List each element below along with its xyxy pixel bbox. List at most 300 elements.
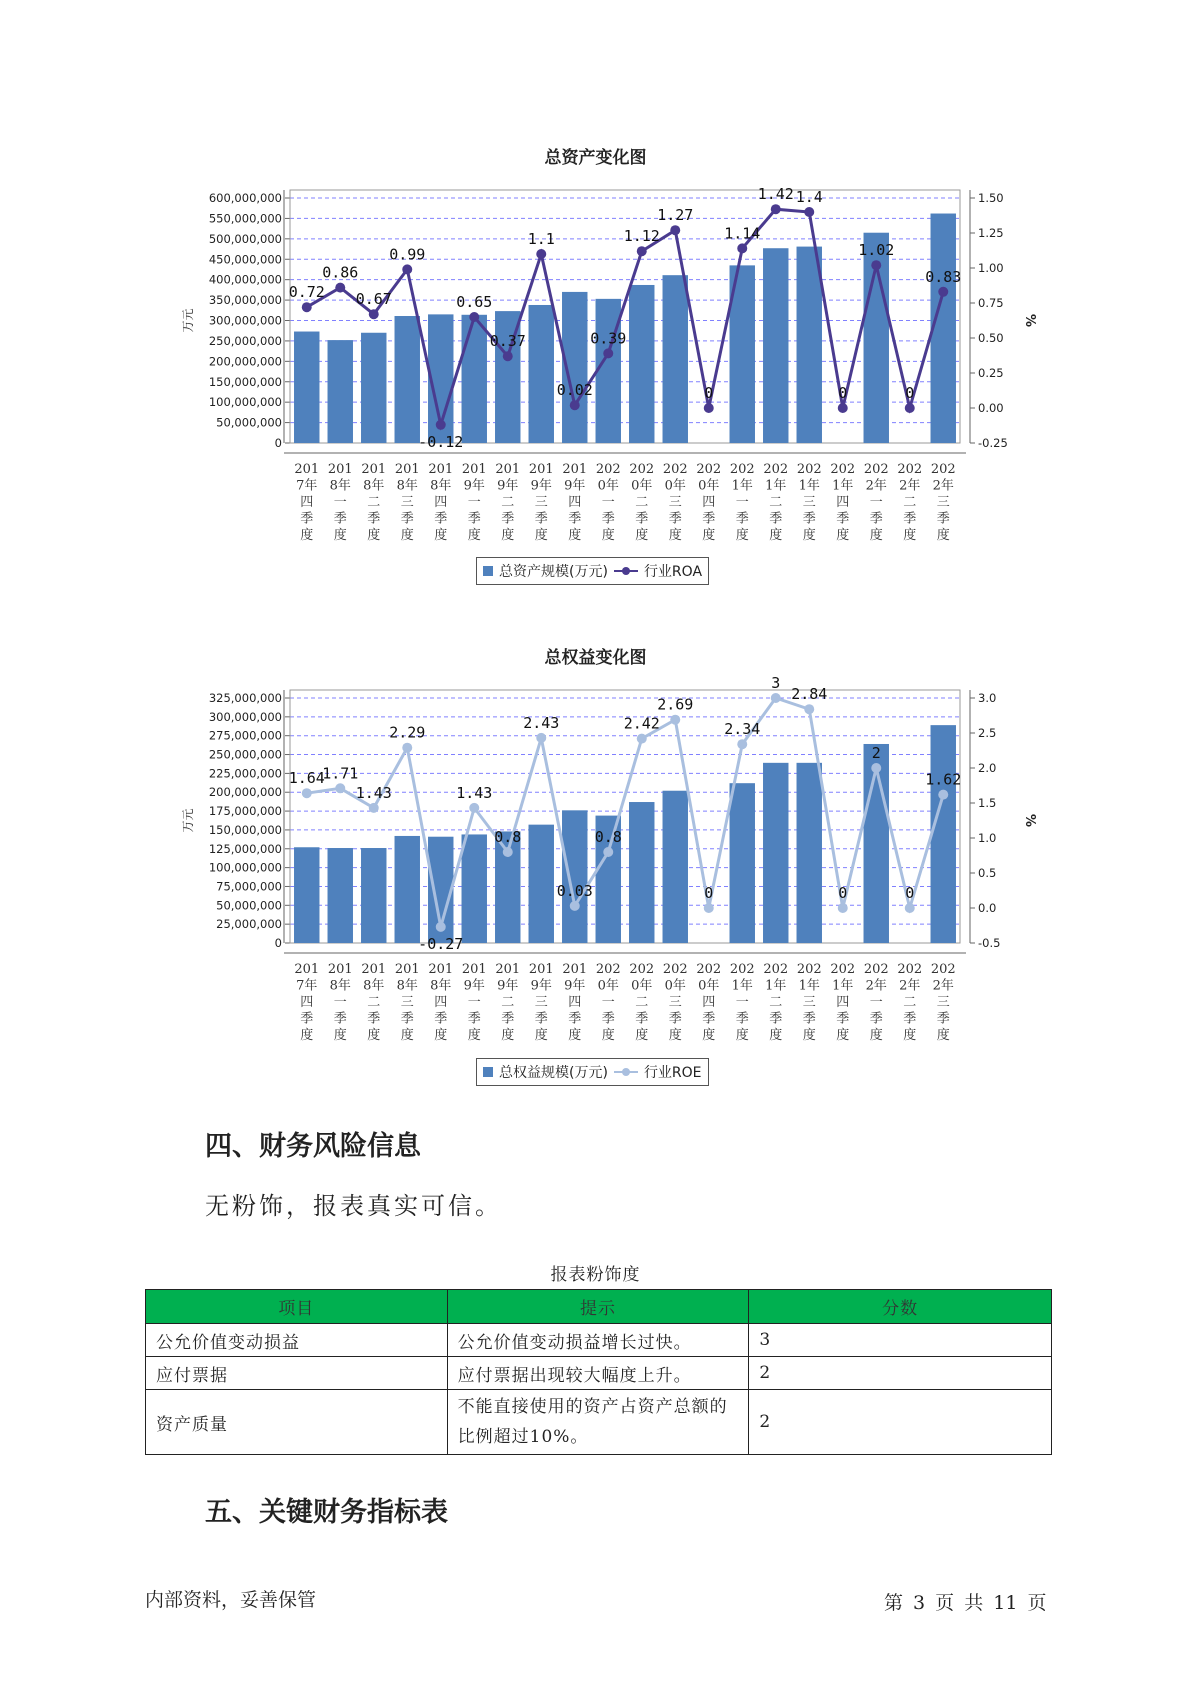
- x-tick-label: 季: [735, 1011, 749, 1027]
- x-tick-label: 9年: [564, 978, 586, 994]
- x-tick-label: 季: [769, 1011, 783, 1027]
- x-tick-label: 季: [802, 511, 816, 527]
- x-tick-label: 四: [568, 495, 582, 510]
- data-label: 0: [704, 884, 714, 902]
- x-tick-label: 度: [802, 1028, 816, 1043]
- cell-hint: 不能直接使用的资产占资产总额的比例超过10%。: [447, 1390, 749, 1455]
- left-tick-label: 225,000,000: [208, 766, 282, 781]
- x-tick-label: 度: [769, 1028, 783, 1043]
- x-tick-label: 1年: [731, 978, 753, 994]
- x-tick-label: 2年: [932, 978, 954, 994]
- data-label: 0.8: [594, 828, 622, 846]
- bar: [931, 214, 956, 443]
- data-label: 0.8: [494, 828, 522, 846]
- data-label: 0.83: [925, 267, 962, 286]
- x-tick-label: 四: [300, 495, 314, 510]
- x-tick-label: 度: [903, 528, 917, 543]
- x-tick-label: 202: [595, 462, 621, 477]
- x-tick-label: 度: [501, 528, 515, 543]
- x-tick-label: 季: [467, 511, 481, 527]
- x-tick-label: 季: [702, 511, 716, 527]
- x-tick-label: 季: [668, 1011, 682, 1027]
- left-tick-label: 50,000,000: [216, 415, 282, 430]
- bar: [328, 340, 353, 443]
- right-tick-label: -0.25: [978, 436, 1008, 450]
- left-tick-label: 100,000,000: [208, 860, 282, 875]
- x-tick-label: 201: [461, 462, 487, 477]
- right-tick-label: 3.0: [978, 691, 997, 705]
- x-tick-label: 一: [601, 495, 615, 510]
- line-point: [670, 715, 680, 725]
- x-tick-label: 201: [428, 462, 454, 477]
- legend-line-swatch: [614, 566, 638, 576]
- data-label: 2.69: [657, 695, 694, 714]
- x-tick-label: 1年: [765, 978, 787, 994]
- left-tick-label: 200,000,000: [208, 354, 282, 369]
- x-tick-label: 二: [903, 995, 917, 1010]
- equity-legend: [476, 1058, 709, 1086]
- x-tick-label: 202: [930, 462, 956, 477]
- x-tick-label: 季: [434, 1011, 448, 1027]
- data-label: 2.84: [791, 685, 828, 704]
- x-tick-label: 度: [836, 528, 850, 543]
- bar: [797, 763, 822, 943]
- x-tick-label: 202: [796, 462, 822, 477]
- x-tick-label: 202: [696, 462, 722, 477]
- cell-score: 2: [749, 1390, 1052, 1455]
- x-tick-label: 202: [763, 962, 789, 977]
- data-label: 2.42: [623, 714, 660, 733]
- x-tick-label: 度: [869, 528, 883, 543]
- legend-bar-swatch: [483, 566, 493, 576]
- line-point: [402, 264, 412, 274]
- x-tick-label: 8年: [396, 978, 418, 994]
- left-tick-label: 100,000,000: [208, 395, 282, 410]
- x-tick-label: 季: [869, 1011, 883, 1027]
- right-tick-label: 0.25: [978, 366, 1004, 380]
- line-point: [469, 312, 479, 322]
- data-label: 3: [771, 674, 781, 692]
- x-tick-label: 202: [796, 962, 822, 977]
- header-score: 分数: [749, 1290, 1052, 1324]
- data-label: 1.12: [623, 227, 660, 246]
- legend-line-label: 行业ROA: [643, 564, 703, 580]
- x-tick-label: 度: [735, 1028, 749, 1043]
- x-tick-label: 9年: [463, 478, 485, 494]
- data-label: 0: [905, 884, 915, 902]
- x-tick-label: 201: [394, 462, 420, 477]
- x-tick-label: 0年: [597, 478, 619, 494]
- data-label: 0: [704, 384, 714, 402]
- x-tick-label: 季: [434, 511, 448, 527]
- left-tick-label: 550,000,000: [208, 211, 282, 226]
- x-tick-label: 0年: [698, 978, 720, 994]
- x-tick-label: 度: [635, 528, 649, 543]
- x-tick-label: 2年: [899, 478, 921, 494]
- x-tick-label: 8年: [430, 478, 452, 494]
- bar: [663, 275, 688, 443]
- x-tick-label: 一: [869, 495, 883, 510]
- x-tick-label: 季: [367, 511, 381, 527]
- x-tick-label: 9年: [497, 978, 519, 994]
- x-tick-label: 一: [869, 995, 883, 1010]
- x-tick-label: 度: [367, 1028, 381, 1043]
- x-tick-label: 201: [428, 962, 454, 977]
- line-point: [570, 901, 580, 911]
- x-tick-label: 8年: [329, 478, 351, 494]
- legend-bar-label: 总权益规模(万元): [499, 1065, 608, 1081]
- x-tick-label: 201: [562, 462, 588, 477]
- x-tick-label: 度: [735, 528, 749, 543]
- right-axis-title: %: [1022, 813, 1037, 828]
- x-tick-label: 202: [863, 962, 889, 977]
- x-tick-label: 季: [635, 511, 649, 527]
- left-tick-label: 175,000,000: [208, 804, 282, 819]
- right-tick-label: 0.5: [978, 866, 997, 880]
- table-row: [146, 1324, 1052, 1357]
- left-axis-title: 万元: [181, 308, 195, 333]
- left-tick-label: 150,000,000: [208, 374, 282, 389]
- bar: [361, 333, 386, 443]
- data-label: 2.29: [389, 723, 426, 742]
- line-point: [302, 788, 312, 798]
- x-tick-label: 季: [668, 511, 682, 527]
- left-tick-label: 50,000,000: [216, 898, 282, 913]
- x-tick-label: 季: [735, 511, 749, 527]
- x-tick-label: 202: [662, 462, 688, 477]
- right-tick-label: 0.00: [978, 401, 1004, 415]
- x-tick-label: 201: [294, 962, 320, 977]
- x-tick-label: 8年: [329, 978, 351, 994]
- x-tick-label: 8年: [396, 478, 418, 494]
- x-tick-label: 201: [361, 462, 387, 477]
- data-label: 1.4: [795, 188, 823, 206]
- x-tick-label: 201: [528, 962, 554, 977]
- left-tick-label: 0: [274, 436, 282, 450]
- line-point: [771, 693, 781, 703]
- x-tick-label: 季: [936, 511, 950, 527]
- left-tick-label: 275,000,000: [208, 728, 282, 743]
- bar: [663, 791, 688, 943]
- bar: [395, 316, 420, 443]
- x-tick-label: 二: [769, 495, 783, 510]
- bar: [462, 315, 487, 443]
- line-point: [302, 302, 312, 312]
- x-tick-label: 201: [394, 962, 420, 977]
- x-tick-label: 季: [802, 1011, 816, 1027]
- x-tick-label: 度: [802, 528, 816, 543]
- x-tick-label: 2年: [865, 978, 887, 994]
- right-tick-label: 1.5: [978, 796, 997, 810]
- x-tick-label: 一: [467, 495, 481, 510]
- line-point: [570, 400, 580, 410]
- left-axis-title: 万元: [181, 808, 195, 833]
- data-label: 0.03: [556, 881, 593, 900]
- line-point: [938, 790, 948, 800]
- bar: [596, 299, 621, 443]
- x-tick-label: 季: [936, 1011, 950, 1027]
- x-tick-label: 季: [534, 1011, 548, 1027]
- x-tick-label: 201: [562, 962, 588, 977]
- header-hint: 提示: [447, 1290, 749, 1324]
- x-tick-label: 度: [367, 528, 381, 543]
- assets-chart-title: 总资产变化图: [544, 148, 647, 168]
- line-point: [402, 743, 412, 753]
- data-label: 2: [871, 744, 881, 762]
- x-tick-label: 0年: [631, 478, 653, 494]
- x-tick-label: 0年: [664, 978, 686, 994]
- x-tick-label: 季: [501, 1011, 515, 1027]
- cell-hint: 应付票据出现较大幅度上升。: [447, 1357, 749, 1390]
- x-tick-label: 度: [434, 528, 448, 543]
- line-point: [603, 847, 613, 857]
- x-tick-label: 1年: [832, 478, 854, 494]
- bar: [529, 825, 554, 943]
- data-label: 1.27: [657, 206, 694, 225]
- x-tick-label: 度: [333, 528, 347, 543]
- data-label: 1.71: [322, 764, 359, 783]
- x-tick-label: 四: [434, 995, 448, 1010]
- x-tick-label: 201: [461, 962, 487, 977]
- x-tick-label: 度: [400, 1028, 414, 1043]
- section4-text: 无粉饰，报表真实可信。: [205, 1192, 502, 1220]
- x-tick-label: 1年: [832, 978, 854, 994]
- x-tick-label: 一: [735, 495, 749, 510]
- legend-bar-swatch: [483, 1067, 493, 1077]
- x-tick-label: 四: [568, 995, 582, 1010]
- x-tick-label: 0年: [631, 978, 653, 994]
- x-tick-label: 季: [300, 511, 314, 527]
- x-tick-label: 二: [635, 995, 649, 1010]
- line-point: [637, 734, 647, 744]
- x-tick-label: 二: [903, 495, 917, 510]
- left-tick-label: 350,000,000: [208, 293, 282, 308]
- x-tick-label: 四: [434, 495, 448, 510]
- header-item: 项目: [146, 1290, 448, 1324]
- x-tick-label: 季: [769, 511, 783, 527]
- x-tick-label: 度: [568, 528, 582, 543]
- bar: [763, 248, 788, 443]
- line-point: [704, 403, 714, 413]
- x-tick-label: 四: [702, 995, 716, 1010]
- left-tick-label: 150,000,000: [208, 822, 282, 837]
- line-point: [670, 225, 680, 235]
- line-point: [369, 309, 379, 319]
- x-tick-label: 度: [635, 1028, 649, 1043]
- x-tick-label: 0年: [698, 478, 720, 494]
- line-point: [503, 351, 513, 361]
- x-tick-label: 季: [300, 1011, 314, 1027]
- x-tick-label: 202: [696, 962, 722, 977]
- x-tick-label: 度: [501, 1028, 515, 1043]
- x-tick-label: 度: [702, 528, 716, 543]
- x-tick-label: 一: [467, 995, 481, 1010]
- x-tick-label: 季: [467, 1011, 481, 1027]
- data-label: -0.12: [418, 432, 464, 451]
- x-tick-label: 8年: [363, 978, 385, 994]
- equity-chart: [0, 670, 1191, 1090]
- x-tick-label: 0年: [597, 978, 619, 994]
- bar: [294, 332, 319, 443]
- bar: [395, 836, 420, 943]
- left-tick-label: 200,000,000: [208, 785, 282, 800]
- left-tick-label: 300,000,000: [208, 313, 282, 328]
- left-tick-label: 25,000,000: [216, 917, 282, 932]
- x-tick-label: 202: [830, 462, 856, 477]
- line-point: [536, 733, 546, 743]
- x-tick-label: 度: [467, 528, 481, 543]
- x-tick-label: 度: [601, 528, 615, 543]
- cell-score: 3: [749, 1324, 1052, 1357]
- x-tick-label: 度: [601, 1028, 615, 1043]
- x-tick-label: 9年: [530, 478, 552, 494]
- x-tick-label: 201: [294, 462, 320, 477]
- line-point: [804, 704, 814, 714]
- table-row: [146, 1357, 1052, 1390]
- data-label: 0.86: [322, 263, 359, 282]
- bar: [294, 847, 319, 943]
- left-tick-label: 300,000,000: [208, 709, 282, 724]
- line-point: [704, 903, 714, 913]
- data-label: -0.27: [418, 934, 464, 953]
- assets-chart: [0, 170, 1191, 590]
- x-tick-label: 度: [836, 1028, 850, 1043]
- cell-item: 公允价值变动损益: [146, 1324, 448, 1357]
- x-tick-label: 1年: [798, 978, 820, 994]
- x-tick-label: 季: [400, 1011, 414, 1027]
- x-tick-label: 季: [534, 511, 548, 527]
- x-tick-label: 201: [528, 462, 554, 477]
- assets-legend: [476, 557, 709, 585]
- x-tick-label: 三: [534, 495, 548, 510]
- line-point: [804, 207, 814, 217]
- equity-chart-title: 总权益变化图: [544, 648, 647, 668]
- line-point: [603, 348, 613, 358]
- bar: [763, 763, 788, 943]
- line-point: [905, 903, 915, 913]
- x-tick-label: 1年: [731, 478, 753, 494]
- x-tick-label: 度: [534, 1028, 548, 1043]
- x-tick-label: 9年: [564, 478, 586, 494]
- section4-heading: 四、财务风险信息: [205, 1131, 421, 1162]
- risk-table: [145, 1289, 1052, 1455]
- line-point: [503, 847, 513, 857]
- x-tick-label: 季: [333, 511, 347, 527]
- data-label: 1.62: [925, 770, 962, 789]
- line-point: [335, 283, 345, 293]
- x-tick-label: 度: [300, 1028, 314, 1043]
- x-tick-label: 四: [836, 995, 850, 1010]
- table-caption: 报表粉饰度: [550, 1265, 641, 1285]
- x-tick-label: 8年: [430, 978, 452, 994]
- x-tick-label: 9年: [463, 978, 485, 994]
- x-tick-label: 三: [400, 995, 414, 1010]
- line-point: [436, 922, 446, 932]
- x-tick-label: 二: [367, 495, 381, 510]
- data-label: 2.34: [724, 720, 761, 739]
- line-point: [369, 803, 379, 813]
- x-tick-label: 201: [361, 962, 387, 977]
- x-tick-label: 季: [568, 511, 582, 527]
- x-tick-label: 2年: [865, 478, 887, 494]
- x-tick-label: 9年: [530, 978, 552, 994]
- data-label: 0: [905, 384, 915, 402]
- legend-line-label: 行业ROE: [643, 1065, 702, 1081]
- left-tick-label: 600,000,000: [208, 191, 282, 205]
- x-tick-label: 季: [869, 511, 883, 527]
- bar: [629, 285, 654, 443]
- table-header-row: [146, 1290, 1052, 1324]
- line-point: [871, 763, 881, 773]
- x-tick-label: 三: [400, 495, 414, 510]
- cell-item: 应付票据: [146, 1357, 448, 1390]
- data-label: 0.02: [556, 381, 593, 400]
- x-tick-label: 二: [769, 995, 783, 1010]
- x-tick-label: 度: [333, 1028, 347, 1043]
- bar: [730, 783, 755, 943]
- x-tick-label: 201: [327, 462, 353, 477]
- cell-hint: 公允价值变动损益增长过快。: [447, 1324, 749, 1357]
- x-tick-label: 202: [729, 462, 755, 477]
- line-point: [469, 803, 479, 813]
- data-label: 0: [838, 884, 848, 902]
- x-tick-label: 二: [635, 495, 649, 510]
- data-label: 1.43: [456, 783, 493, 802]
- x-tick-label: 度: [300, 528, 314, 543]
- bar: [529, 305, 554, 443]
- bar: [797, 247, 822, 443]
- x-tick-label: 度: [702, 1028, 716, 1043]
- right-tick-label: 2.0: [978, 761, 997, 775]
- x-tick-label: 三: [802, 495, 816, 510]
- x-tick-label: 三: [668, 495, 682, 510]
- x-tick-label: 9年: [497, 478, 519, 494]
- x-tick-label: 三: [802, 995, 816, 1010]
- x-tick-label: 二: [501, 995, 515, 1010]
- x-tick-label: 7年: [296, 978, 318, 994]
- left-tick-label: 250,000,000: [208, 747, 282, 762]
- x-tick-label: 202: [595, 962, 621, 977]
- x-tick-label: 202: [729, 962, 755, 977]
- x-tick-label: 度: [936, 1028, 950, 1043]
- x-tick-label: 度: [434, 1028, 448, 1043]
- line-point: [737, 739, 747, 749]
- x-tick-label: 季: [501, 511, 515, 527]
- right-tick-label: 1.25: [978, 226, 1004, 240]
- data-label: 1.43: [355, 783, 392, 802]
- x-tick-label: 季: [836, 1011, 850, 1027]
- x-tick-label: 一: [333, 995, 347, 1010]
- line-point: [436, 420, 446, 430]
- x-tick-label: 2年: [899, 978, 921, 994]
- x-tick-label: 202: [763, 462, 789, 477]
- legend-bar-label: 总资产规模(万元): [499, 564, 608, 580]
- x-tick-label: 度: [936, 528, 950, 543]
- x-tick-label: 202: [897, 962, 923, 977]
- bar: [361, 848, 386, 943]
- right-tick-label: 0.50: [978, 331, 1004, 345]
- x-tick-label: 202: [629, 962, 655, 977]
- x-tick-label: 201: [495, 462, 521, 477]
- section5-heading: 五、关键财务指标表: [205, 1497, 448, 1528]
- x-tick-label: 202: [629, 462, 655, 477]
- data-label: 1.14: [724, 224, 761, 243]
- bar: [328, 848, 353, 943]
- legend-line-swatch: [614, 1067, 638, 1077]
- x-tick-label: 三: [668, 995, 682, 1010]
- x-tick-label: 季: [635, 1011, 649, 1027]
- bar: [462, 834, 487, 943]
